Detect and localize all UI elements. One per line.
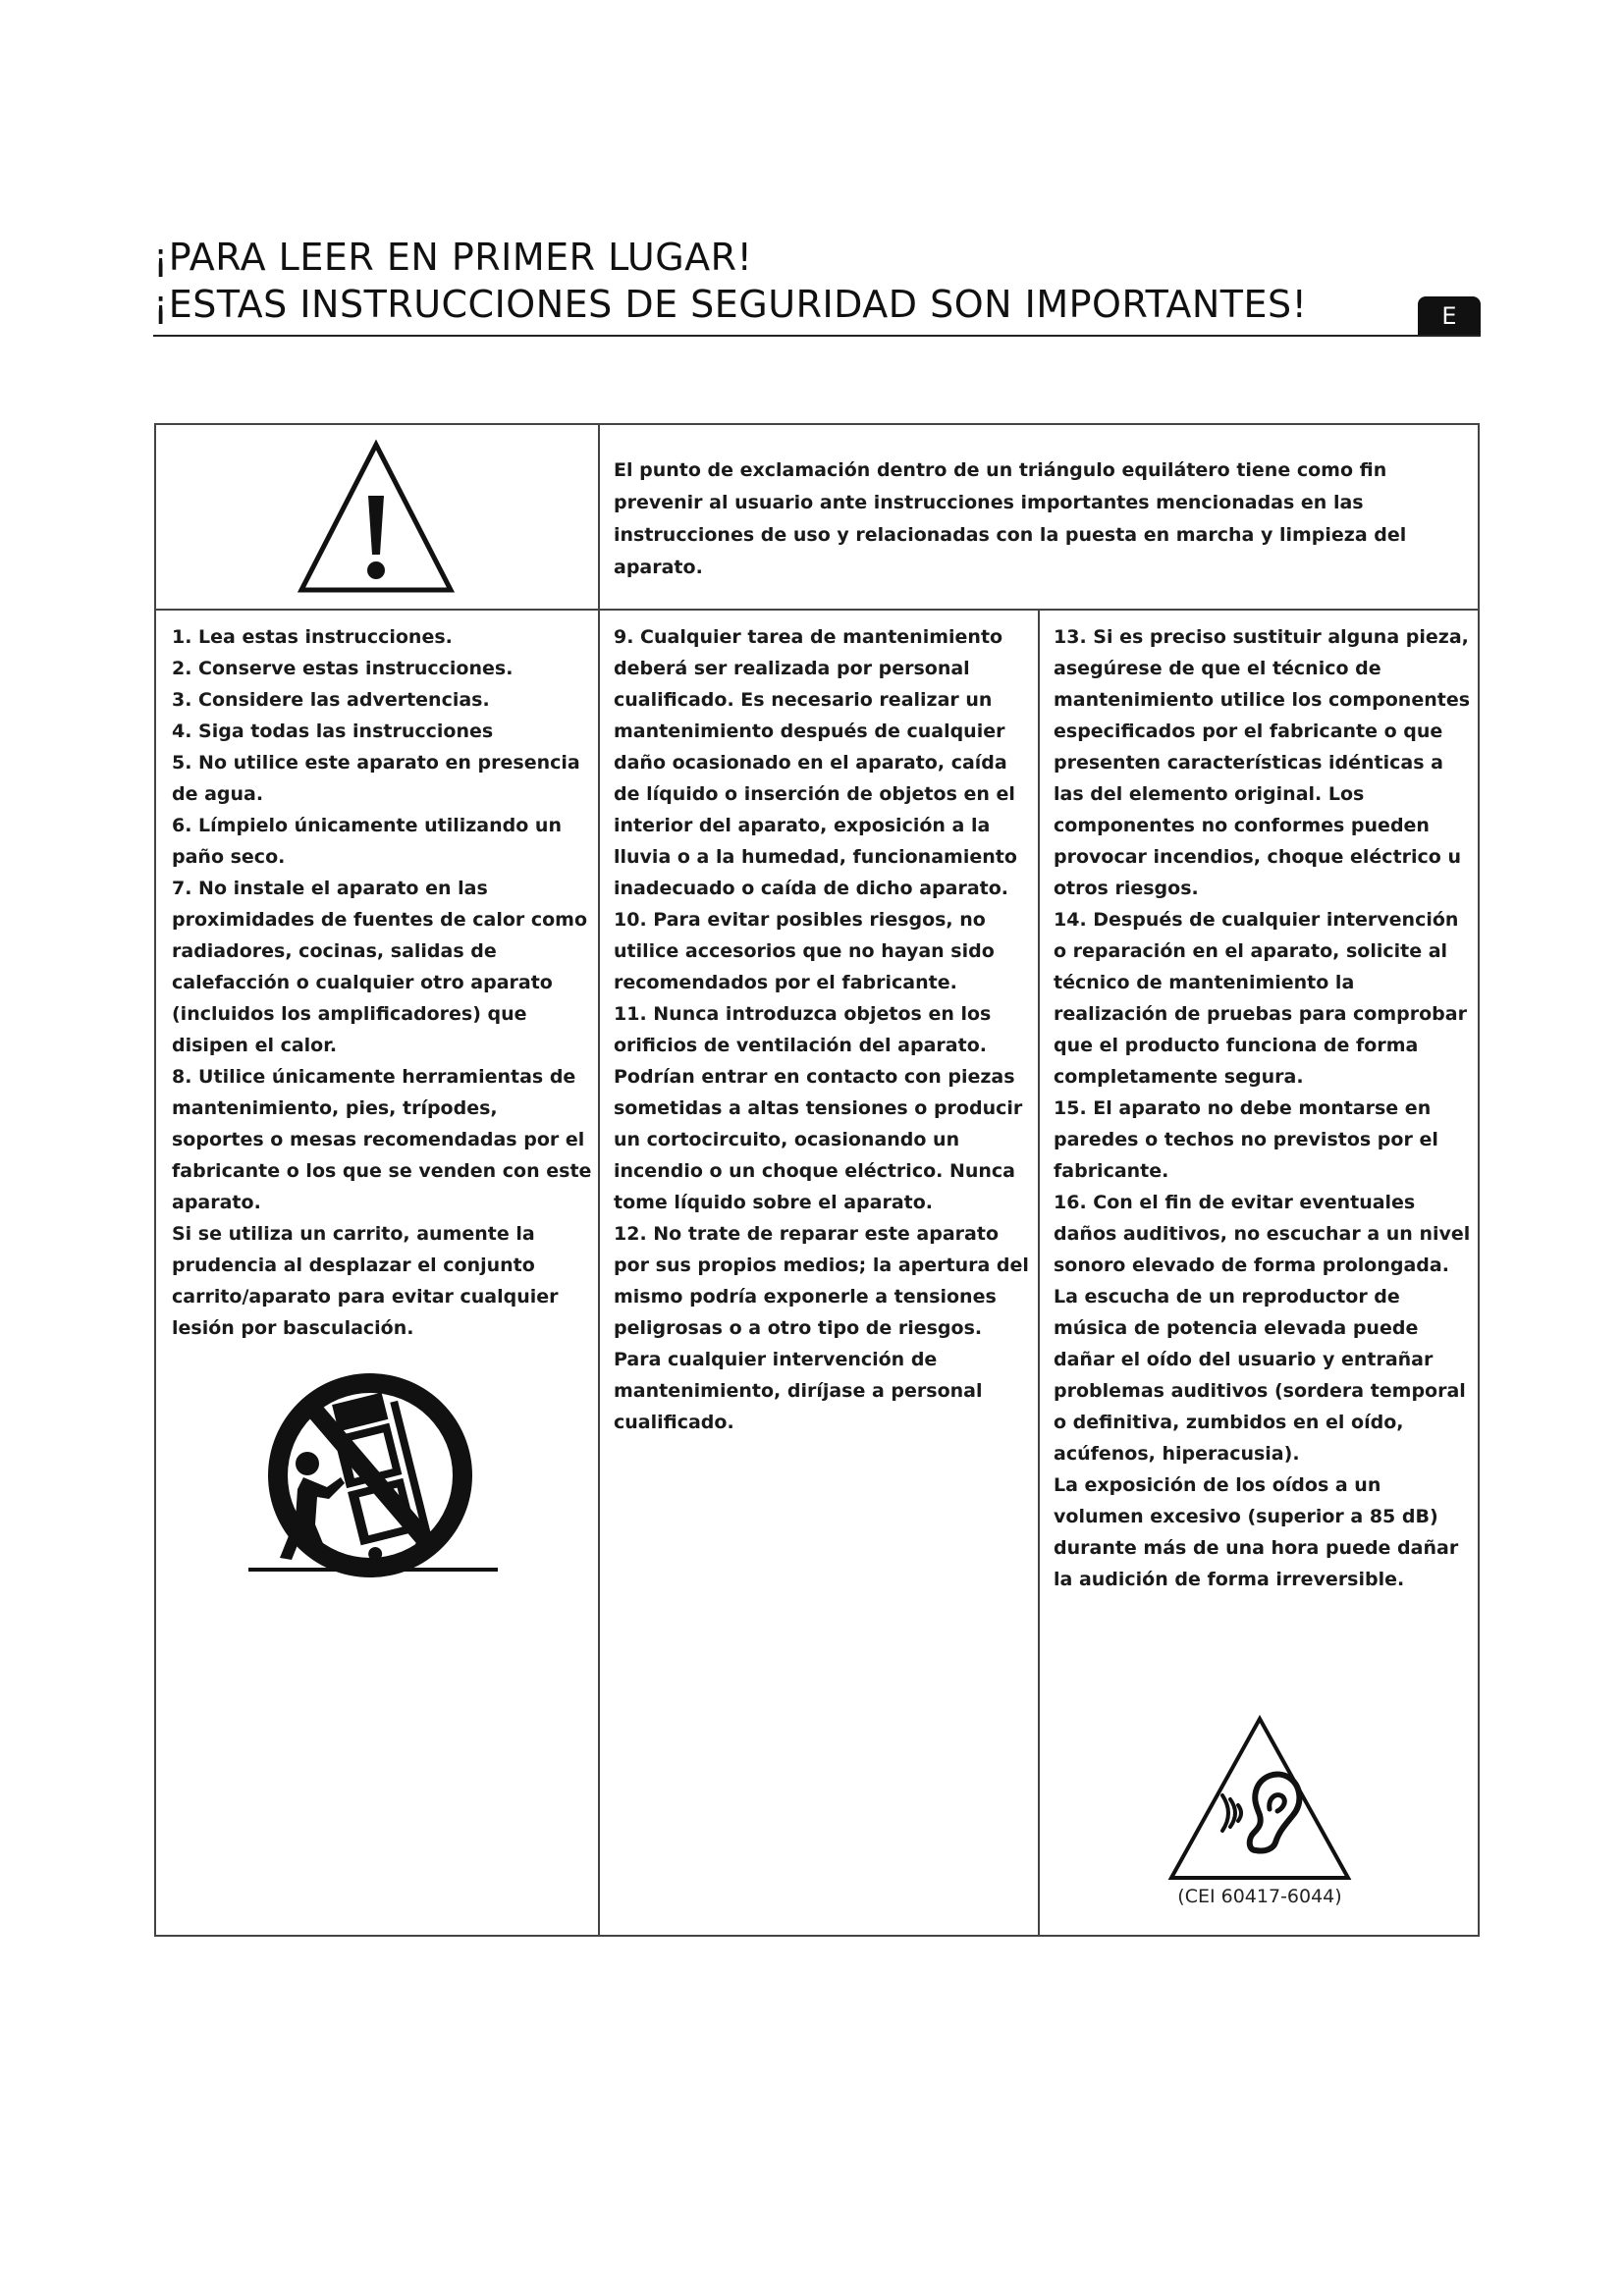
instructions-column-3 <box>1054 621 1474 1595</box>
instruction-item: 12. No trate de reparar este aparato por sus propios medios; la apertura del mismo podría exponerle a tensiones peligrosas o a otro tipo de riesgos. Para cualquier intervención de mantenimiento, diríjase a personal cualificado. <box>614 1223 1029 1433</box>
title-divider <box>153 335 1481 337</box>
instruction-item: 8. Utilice únicamente herramientas de mantenimiento, pies, trípodes, soportes o mesas recomendadas por el fabricante o los que se venden con este aparato. <box>172 1066 592 1213</box>
instruction-item: 9. Cualquier tarea de mantenimiento deberá ser realizada por personal cualificado. Es necesario realizar un mantenimiento después de cualquier daño ocasionado en el aparato, caída de líquido o inserción de objetos en el interior del aparato, exposición a la lluvia o a la humedad, funcionamiento inadecuado o caída de dicho aparato. <box>614 626 1017 899</box>
page-title-line-1: ¡PARA LEER EN PRIMER LUGAR! <box>153 236 753 279</box>
hearing-damage-icon <box>1162 1713 1358 1890</box>
page-title-line-2: ¡ESTAS INSTRUCCIONES DE SEGURIDAD SON IMPORTANTES! <box>153 283 1308 326</box>
instruction-item: 7. No instale el aparato en las proximidades de fuentes de calor como radiadores, cocinas, salidas de calefacción o cualquier otro aparato (incluidos los amplificadores) que disipen el calor. <box>172 878 588 1056</box>
instruction-item: 14. Después de cualquier intervención o reparación en el aparato, solicite al técnico de mantenimiento la realización de pruebas para comprobar que el producto funciona de forma completamente segura. <box>1054 909 1467 1088</box>
ear-symbol-caption: (CEI 60417-6044) <box>1177 1886 1342 1907</box>
no-cart-tipping-icon <box>235 1367 510 1603</box>
instruction-item: Si se utiliza un carrito, aumente la prudencia al desplazar el conjunto carrito/aparato para evitar cualquier lesión por basculación. <box>172 1223 559 1339</box>
instruction-item: 11. Nunca introduzca objetos en los orificios de ventilación del aparato. Podrían entrar en contacto con piezas sometidas a altas tensiones o producir un cortocircuito, ocasionando un incendio o un choque eléctrico. Nunca tome líquido sobre el aparato. <box>614 1003 1023 1213</box>
instruction-item: 15. El aparato no debe montarse en paredes o techos no previstos por el fabricante. <box>1054 1097 1438 1182</box>
table-column-divider-2 <box>1038 609 1040 1935</box>
symbol-description: El punto de exclamación dentro de un triángulo equilátero tiene como fin prevenir al usuario ante instrucciones importantes mencionadas en las instrucciones de uso y relacionadas con la puesta en marcha y limpieza del aparato. <box>614 459 1407 578</box>
instruction-item: 13. Si es preciso sustituir alguna pieza, asegúrese de que el técnico de mantenimiento utilice los componentes especificados por el fabricante o que presenten características idénticas a las del elemento original. Los componentes no conformes pueden provocar incendios, choque eléctrico u otros riesgos. <box>1054 626 1471 899</box>
table-column-divider-1 <box>598 425 600 1935</box>
exclamation-triangle-icon <box>294 439 459 596</box>
instruction-item: 6. Límpielo únicamente utilizando un paño seco. <box>172 815 562 868</box>
instruction-item: 4. Siga todas las instrucciones <box>172 721 494 742</box>
instruction-item: 1. Lea estas instrucciones. <box>172 626 453 648</box>
instruction-item: La escucha de un reproductor de música de potencia elevada puede dañar el oído del usuario y entrañar problemas auditivos (sordera temporal o definitiva, zumbidos en el oído, acúfenos, hiperacusia). <box>1054 1286 1466 1465</box>
instructions-column-1 <box>172 621 592 1344</box>
instruction-item: 5. No utilice este aparato en presencia de agua. <box>172 752 580 805</box>
instruction-item: 16. Con el fin de evitar eventuales daños auditivos, no escuchar a un nivel sonoro elevado de forma prolongada. <box>1054 1192 1471 1276</box>
safety-instructions-table <box>154 423 1480 1937</box>
instruction-item: La exposición de los oídos a un volumen excesivo (superior a 85 dB) durante más de una hora puede dañar la audición de forma irreversible. <box>1054 1474 1459 1590</box>
table-row-divider <box>156 609 1478 611</box>
instruction-item: 3. Considere las advertencias. <box>172 689 490 711</box>
instruction-item: 2. Conserve estas instrucciones. <box>172 658 514 679</box>
language-badge: E <box>1418 296 1481 336</box>
page-header <box>153 234 1481 328</box>
instruction-item: 10. Para evitar posibles riesgos, no utilice accesorios que no hayan sido recomendados por el fabricante. <box>614 909 995 993</box>
instructions-column-2 <box>614 621 1034 1438</box>
